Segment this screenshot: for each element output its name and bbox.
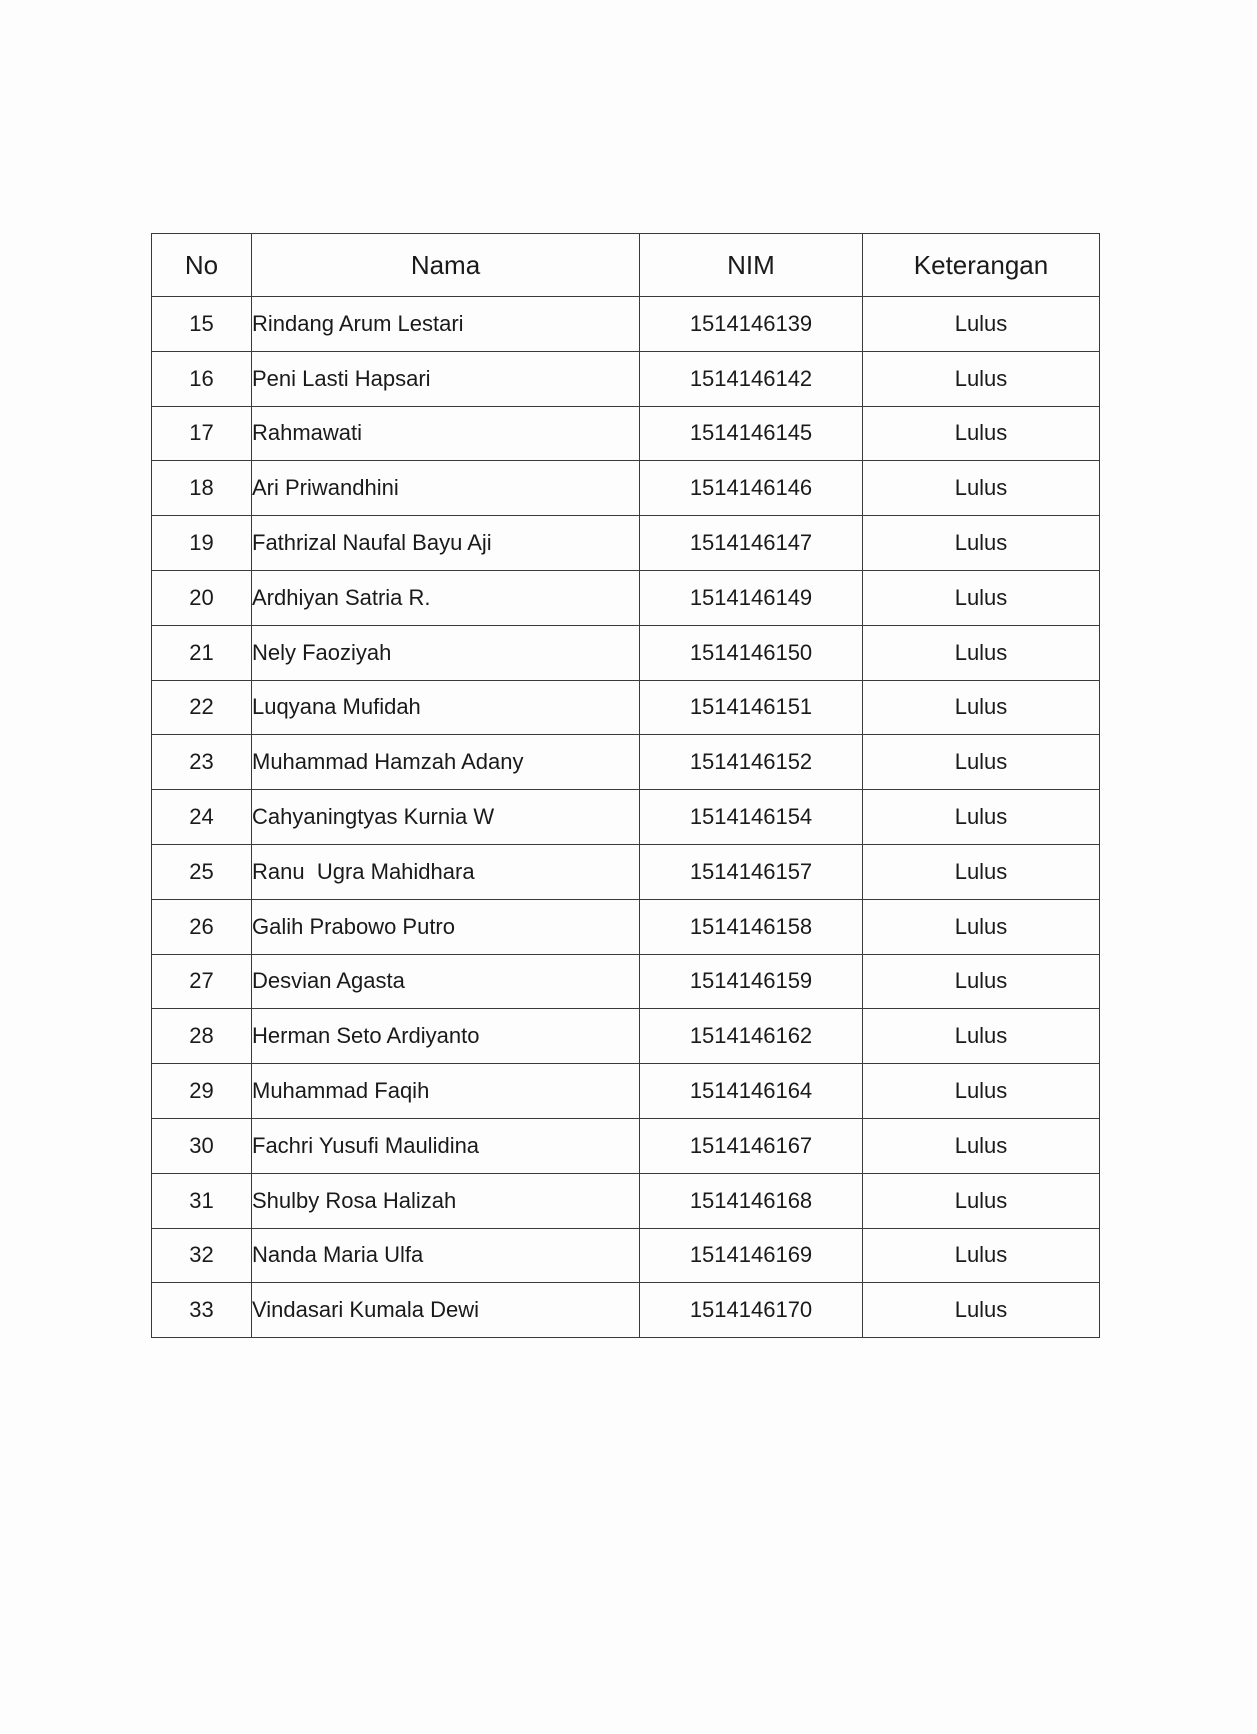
cell-nama: Desvian Agasta [252, 954, 640, 1009]
table-row [152, 735, 1100, 790]
table-row [152, 790, 1100, 845]
cell-nim: 1514146150 [640, 625, 863, 680]
cell-nim: 1514146157 [640, 844, 863, 899]
table-row [152, 680, 1100, 735]
cell-nim: 1514146158 [640, 899, 863, 954]
table-row [152, 516, 1100, 571]
cell-no: 23 [152, 735, 252, 790]
cell-no: 21 [152, 625, 252, 680]
cell-nama: Shulby Rosa Halizah [252, 1173, 640, 1228]
cell-nim: 1514146152 [640, 735, 863, 790]
cell-nim: 1514146162 [640, 1009, 863, 1064]
cell-nim: 1514146149 [640, 570, 863, 625]
cell-keterangan: Lulus [863, 1283, 1100, 1338]
cell-keterangan: Lulus [863, 899, 1100, 954]
cell-keterangan: Lulus [863, 1064, 1100, 1119]
cell-nim: 1514146146 [640, 461, 863, 516]
cell-nama: Fachri Yusufi Maulidina [252, 1118, 640, 1173]
table-header-row [152, 234, 1100, 297]
cell-no: 19 [152, 516, 252, 571]
cell-nama: Ardhiyan Satria R. [252, 570, 640, 625]
cell-nama: Muhammad Hamzah Adany [252, 735, 640, 790]
cell-no: 25 [152, 844, 252, 899]
cell-nama: Nely Faoziyah [252, 625, 640, 680]
cell-no: 29 [152, 1064, 252, 1119]
cell-keterangan: Lulus [863, 406, 1100, 461]
cell-no: 32 [152, 1228, 252, 1283]
cell-nama: Rahmawati [252, 406, 640, 461]
table-row [152, 1118, 1100, 1173]
cell-nama: Ari Priwandhini [252, 461, 640, 516]
table-row [152, 1009, 1100, 1064]
cell-nim: 1514146151 [640, 680, 863, 735]
table-row [152, 351, 1100, 406]
cell-keterangan: Lulus [863, 790, 1100, 845]
cell-nim: 1514146167 [640, 1118, 863, 1173]
cell-keterangan: Lulus [863, 735, 1100, 790]
cell-no: 24 [152, 790, 252, 845]
cell-nim: 1514146147 [640, 516, 863, 571]
cell-keterangan: Lulus [863, 1228, 1100, 1283]
cell-nama: Galih Prabowo Putro [252, 899, 640, 954]
table-row [152, 406, 1100, 461]
cell-no: 27 [152, 954, 252, 1009]
cell-nim: 1514146142 [640, 351, 863, 406]
cell-no: 26 [152, 899, 252, 954]
cell-keterangan: Lulus [863, 461, 1100, 516]
cell-nim: 1514146145 [640, 406, 863, 461]
graduation-result-table [151, 233, 1100, 1338]
cell-no: 17 [152, 406, 252, 461]
cell-nim: 1514146159 [640, 954, 863, 1009]
cell-nama: Vindasari Kumala Dewi [252, 1283, 640, 1338]
cell-keterangan: Lulus [863, 516, 1100, 571]
cell-nama: Fathrizal Naufal Bayu Aji [252, 516, 640, 571]
cell-no: 30 [152, 1118, 252, 1173]
cell-nama: Muhammad Faqih [252, 1064, 640, 1119]
header-nim: NIM [640, 234, 863, 297]
cell-no: 16 [152, 351, 252, 406]
table-row [152, 844, 1100, 899]
cell-nama: Ranu Ugra Mahidhara [252, 844, 640, 899]
cell-nim: 1514146154 [640, 790, 863, 845]
cell-nim: 1514146168 [640, 1173, 863, 1228]
cell-nama: Luqyana Mufidah [252, 680, 640, 735]
cell-no: 33 [152, 1283, 252, 1338]
table-row [152, 461, 1100, 516]
header-no: No [152, 234, 252, 297]
cell-keterangan: Lulus [863, 1009, 1100, 1064]
cell-keterangan: Lulus [863, 1173, 1100, 1228]
cell-nim: 1514146170 [640, 1283, 863, 1338]
cell-keterangan: Lulus [863, 1118, 1100, 1173]
cell-nim: 1514146164 [640, 1064, 863, 1119]
header-keterangan: Keterangan [863, 234, 1100, 297]
cell-no: 18 [152, 461, 252, 516]
table-row [152, 1283, 1100, 1338]
cell-nama: Peni Lasti Hapsari [252, 351, 640, 406]
table-row [152, 625, 1100, 680]
cell-nama: Rindang Arum Lestari [252, 297, 640, 352]
cell-keterangan: Lulus [863, 351, 1100, 406]
table-row [152, 899, 1100, 954]
cell-nama: Cahyaningtyas Kurnia W [252, 790, 640, 845]
cell-keterangan: Lulus [863, 570, 1100, 625]
cell-no: 15 [152, 297, 252, 352]
header-nama: Nama [252, 234, 640, 297]
cell-keterangan: Lulus [863, 844, 1100, 899]
table-body [152, 297, 1100, 1338]
cell-keterangan: Lulus [863, 297, 1100, 352]
table-row [152, 1173, 1100, 1228]
table-row [152, 1228, 1100, 1283]
cell-no: 28 [152, 1009, 252, 1064]
cell-nim: 1514146139 [640, 297, 863, 352]
table-row [152, 954, 1100, 1009]
table-row [152, 570, 1100, 625]
table-row [152, 297, 1100, 352]
cell-nama: Nanda Maria Ulfa [252, 1228, 640, 1283]
table-row [152, 1064, 1100, 1119]
cell-keterangan: Lulus [863, 625, 1100, 680]
cell-keterangan: Lulus [863, 680, 1100, 735]
cell-no: 31 [152, 1173, 252, 1228]
cell-no: 22 [152, 680, 252, 735]
cell-nim: 1514146169 [640, 1228, 863, 1283]
cell-no: 20 [152, 570, 252, 625]
cell-keterangan: Lulus [863, 954, 1100, 1009]
cell-nama: Herman Seto Ardiyanto [252, 1009, 640, 1064]
